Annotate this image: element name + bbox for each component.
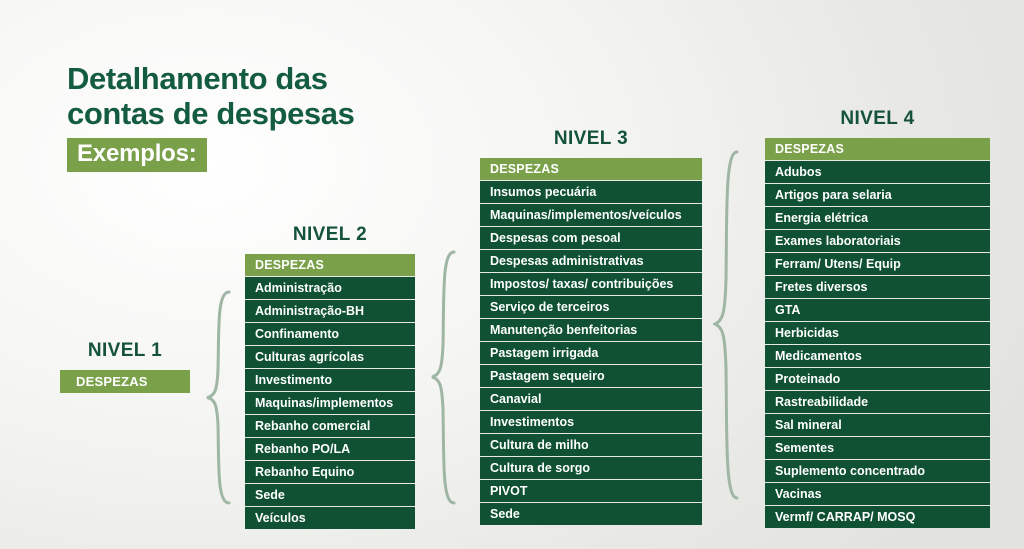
level-2-items <box>245 276 415 529</box>
list-item[interactable]: Culturas agrícolas <box>245 345 415 368</box>
list-item[interactable]: Insumos pecuária <box>480 180 702 203</box>
list-item[interactable]: Medicamentos <box>765 344 990 367</box>
level-1-column <box>60 340 190 393</box>
level-4-items <box>765 160 990 528</box>
list-item[interactable]: Vacinas <box>765 482 990 505</box>
level-1-title: NIVEL 1 <box>87 340 163 361</box>
list-item[interactable]: Impostos/ taxas/ contribuições <box>480 272 702 295</box>
level-2-header[interactable]: DESPEZAS <box>245 254 415 276</box>
list-item[interactable]: Administração <box>245 276 415 299</box>
level-3-title: NIVEL 3 <box>553 128 629 149</box>
list-item[interactable]: Artigos para selaria <box>765 183 990 206</box>
list-item[interactable]: Sal mineral <box>765 413 990 436</box>
level-4-column <box>765 108 990 528</box>
level-4-header[interactable]: DESPEZAS <box>765 138 990 160</box>
level-3-header[interactable]: DESPEZAS <box>480 158 702 180</box>
level-3-column <box>480 128 702 525</box>
list-item[interactable]: Sede <box>245 483 415 506</box>
brace-icon-1 <box>205 290 231 510</box>
list-item[interactable]: Rebanho comercial <box>245 414 415 437</box>
list-item[interactable]: Exames laboratoriais <box>765 229 990 252</box>
list-item[interactable]: Cultura de milho <box>480 433 702 456</box>
page-title-line-2: contas de despesas <box>67 95 355 131</box>
list-item[interactable]: Sede <box>480 502 702 525</box>
list-item[interactable]: Rastreabilidade <box>765 390 990 413</box>
list-item[interactable]: Maquinas/implementos/veículos <box>480 203 702 226</box>
list-item[interactable]: Pastagem irrigada <box>480 341 702 364</box>
list-item[interactable]: Pastagem sequeiro <box>480 364 702 387</box>
title-block <box>67 62 487 172</box>
level-2-column <box>245 224 415 529</box>
list-item[interactable]: Ferram/ Utens/ Equip <box>765 252 990 275</box>
list-item[interactable]: Sementes <box>765 436 990 459</box>
level-1-header[interactable]: DESPEZAS <box>60 370 190 393</box>
list-item[interactable]: Manutenção benfeitorias <box>480 318 702 341</box>
list-item[interactable]: Confinamento <box>245 322 415 345</box>
list-item[interactable]: Adubos <box>765 160 990 183</box>
list-item[interactable]: GTA <box>765 298 990 321</box>
list-item[interactable]: Suplemento concentrado <box>765 459 990 482</box>
level-2-title: NIVEL 2 <box>292 224 368 245</box>
brace-icon-3 <box>713 150 739 505</box>
list-item[interactable]: Fretes diversos <box>765 275 990 298</box>
list-item[interactable]: Vermf/ CARRAP/ MOSQ <box>765 505 990 528</box>
list-item[interactable]: Proteinado <box>765 367 990 390</box>
list-item[interactable]: PIVOT <box>480 479 702 502</box>
list-item[interactable]: Serviço de terceiros <box>480 295 702 318</box>
list-item[interactable]: Rebanho PO/LA <box>245 437 415 460</box>
list-item[interactable]: Veículos <box>245 506 415 529</box>
subtitle-badge: Exemplos: <box>67 138 207 172</box>
list-item[interactable]: Rebanho Equino <box>245 460 415 483</box>
level-3-items <box>480 180 702 525</box>
list-item[interactable]: Investimento <box>245 368 415 391</box>
list-item[interactable]: Maquinas/implementos <box>245 391 415 414</box>
list-item[interactable]: Energia elétrica <box>765 206 990 229</box>
list-item[interactable]: Canavial <box>480 387 702 410</box>
level-4-title: NIVEL 4 <box>840 108 915 129</box>
list-item[interactable]: Herbicidas <box>765 321 990 344</box>
list-item[interactable]: Cultura de sorgo <box>480 456 702 479</box>
list-item[interactable]: Investimentos <box>480 410 702 433</box>
page-title-line-1: Detalhamento das <box>67 61 328 96</box>
list-item[interactable]: Despesas administrativas <box>480 249 702 272</box>
list-item[interactable]: Administração-BH <box>245 299 415 322</box>
brace-icon-2 <box>430 250 456 510</box>
list-item[interactable]: Despesas com pesoal <box>480 226 702 249</box>
